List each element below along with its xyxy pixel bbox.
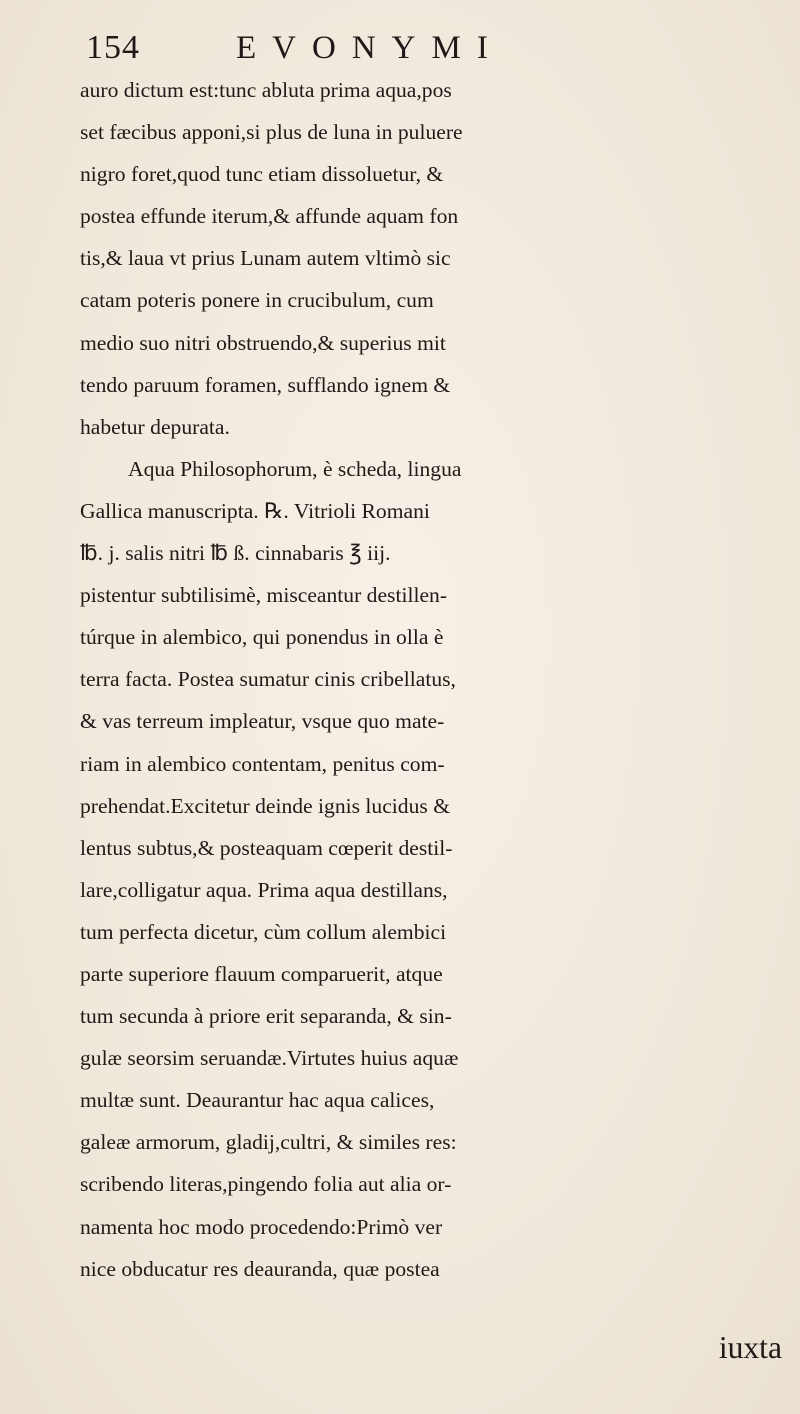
text-line: nice obducatur res deauranda, quæ postea bbox=[80, 1256, 440, 1281]
text-line: multæ sunt. Deaurantur hac aqua calices, bbox=[80, 1088, 435, 1113]
text-line: riam in alembico contentam, penitus com- bbox=[80, 751, 445, 776]
text-line: tum perfecta dicetur, cùm collum alembici bbox=[80, 919, 447, 944]
paragraph-start-line: Aqua Philosophorum, è scheda, lingua bbox=[128, 456, 462, 481]
text-line: namenta hoc modo procedendo:Primò ver bbox=[80, 1214, 443, 1239]
text-line: pistentur subtilisimè, misceantur destillen- bbox=[80, 583, 448, 608]
text-line: set fæcibus apponi,si plus de luna in puluere bbox=[80, 120, 463, 145]
text-line: nigro foret,quod tunc etiam dissoluetur, & bbox=[80, 162, 444, 187]
text-line: lare,colligatur aqua. Prima aqua destillans, bbox=[80, 877, 448, 902]
text-line: galeæ armorum, gladij,cultri, & similes res: bbox=[80, 1130, 457, 1155]
text-line: habetur depurata. bbox=[80, 414, 230, 439]
body-text bbox=[80, 69, 800, 1290]
text-line: & vas terreum impleatur, vsque quo mate- bbox=[80, 709, 445, 734]
running-head: EVONYMI bbox=[236, 29, 504, 66]
text-line: túrque in alembico, qui ponendus in olla è bbox=[80, 625, 444, 650]
text-line: catam poteris ponere in crucibulum, cum bbox=[80, 288, 434, 313]
text-line: tum secunda à priore erit separanda, & sin- bbox=[80, 1004, 452, 1029]
page-header bbox=[86, 20, 600, 76]
text-line: prehendat.Excitetur deinde ignis lucidus & bbox=[80, 793, 450, 818]
text-line: auro dictum est:tunc abluta prima aqua,pos bbox=[80, 78, 452, 102]
text-line: postea effunde iterum,& affunde aquam fon bbox=[80, 204, 459, 229]
text-line: scribendo literas,pingendo folia aut alia or- bbox=[80, 1172, 452, 1197]
text-line: Gallica manuscripta. ℞. Vitrioli Romani bbox=[80, 498, 430, 523]
text-line: gulæ seorsim seruandæ.Virtutes huius aquæ bbox=[80, 1046, 459, 1071]
text-line: terra facta. Postea sumatur cinis cribellatus, bbox=[80, 667, 456, 692]
text-line: parte superiore flauum comparuerit, atque bbox=[80, 961, 443, 986]
page-number: 154 bbox=[86, 29, 140, 66]
text-line: ℔. j. salis nitri ℔ ß. cinnabaris ℥ iij. bbox=[80, 541, 391, 566]
catchword: iuxta bbox=[718, 1330, 782, 1365]
text-line: lentus subtus,& posteaquam cœperit destil- bbox=[80, 835, 453, 860]
text-line: medio suo nitri obstruendo,& superius mit bbox=[80, 330, 446, 355]
text-line: tis,& laua vt prius Lunam autem vltimò sic bbox=[80, 246, 451, 271]
text-line: tendo paruum foramen, sufflando ignem & bbox=[80, 372, 451, 397]
